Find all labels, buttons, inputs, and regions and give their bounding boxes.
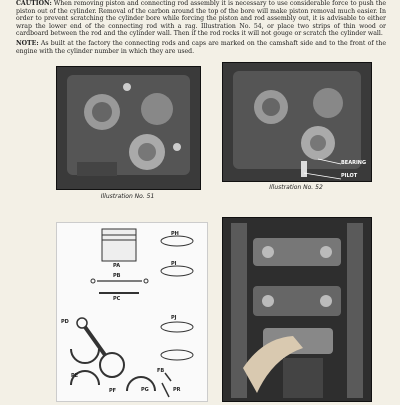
caution-paragraph (16, 0, 386, 38)
illustration-51-photo (56, 66, 201, 190)
caution-lead: CAUTION: (16, 0, 52, 7)
part-label-pr: PR (173, 387, 181, 393)
illustration-52-caption: Illustration No. 52 (269, 184, 323, 191)
piston-parts-diagram (56, 222, 208, 402)
part-label-pj: PJ (171, 315, 177, 321)
piston-exploded-drawing (57, 223, 207, 401)
bearing-label: BEARING (341, 160, 367, 166)
part-label-ph: PH (171, 231, 179, 237)
instruction-text (16, 0, 386, 57)
note-body: As built at the factory the connecting rods and caps are marked on the camshaft side and to the front of the engine with the cylinder number in which they are used. (16, 39, 387, 55)
illustration-51-caption: Illustration No. 51 (100, 193, 155, 200)
part-label-pg: PG (141, 387, 149, 393)
part-label-pe: PE (71, 373, 79, 379)
part-label-pd: PD (61, 319, 69, 325)
part-label-pa: PA (113, 263, 121, 269)
part-label-pi: PI (171, 261, 177, 267)
pilot-label: PILOT (341, 173, 358, 179)
part-label-pf: PF (109, 388, 117, 394)
note-lead: NOTE: (16, 39, 39, 47)
engine-block-image (57, 67, 200, 189)
note-paragraph (16, 40, 386, 55)
illustration-52-photo (222, 62, 372, 182)
part-label-pb: PB (113, 273, 121, 279)
part-label-pc: PC (113, 296, 121, 302)
part-label-fb: FB (157, 368, 165, 374)
crankshaft-rods-image (223, 218, 371, 401)
caution-body: When removing piston and connecting rod assembly it is necessary to use considerable force to push the piston out of the cylinder. Removal of the carbon around the top of the bore will make piston removal much easier. In order to prevent scratching the cylinder bore while forcing the piston and rod assembly out, it is advisable to either wrap the lower end of the connecting rod with a rag. Illustration No. 54, or place two strips of thin wood or cardboard between the rod and the cylinder wall. Then if the rod rocks it will not gouge or scratch the cylinder wall. (16, 0, 387, 38)
crankcase-underside-photo (222, 217, 372, 402)
